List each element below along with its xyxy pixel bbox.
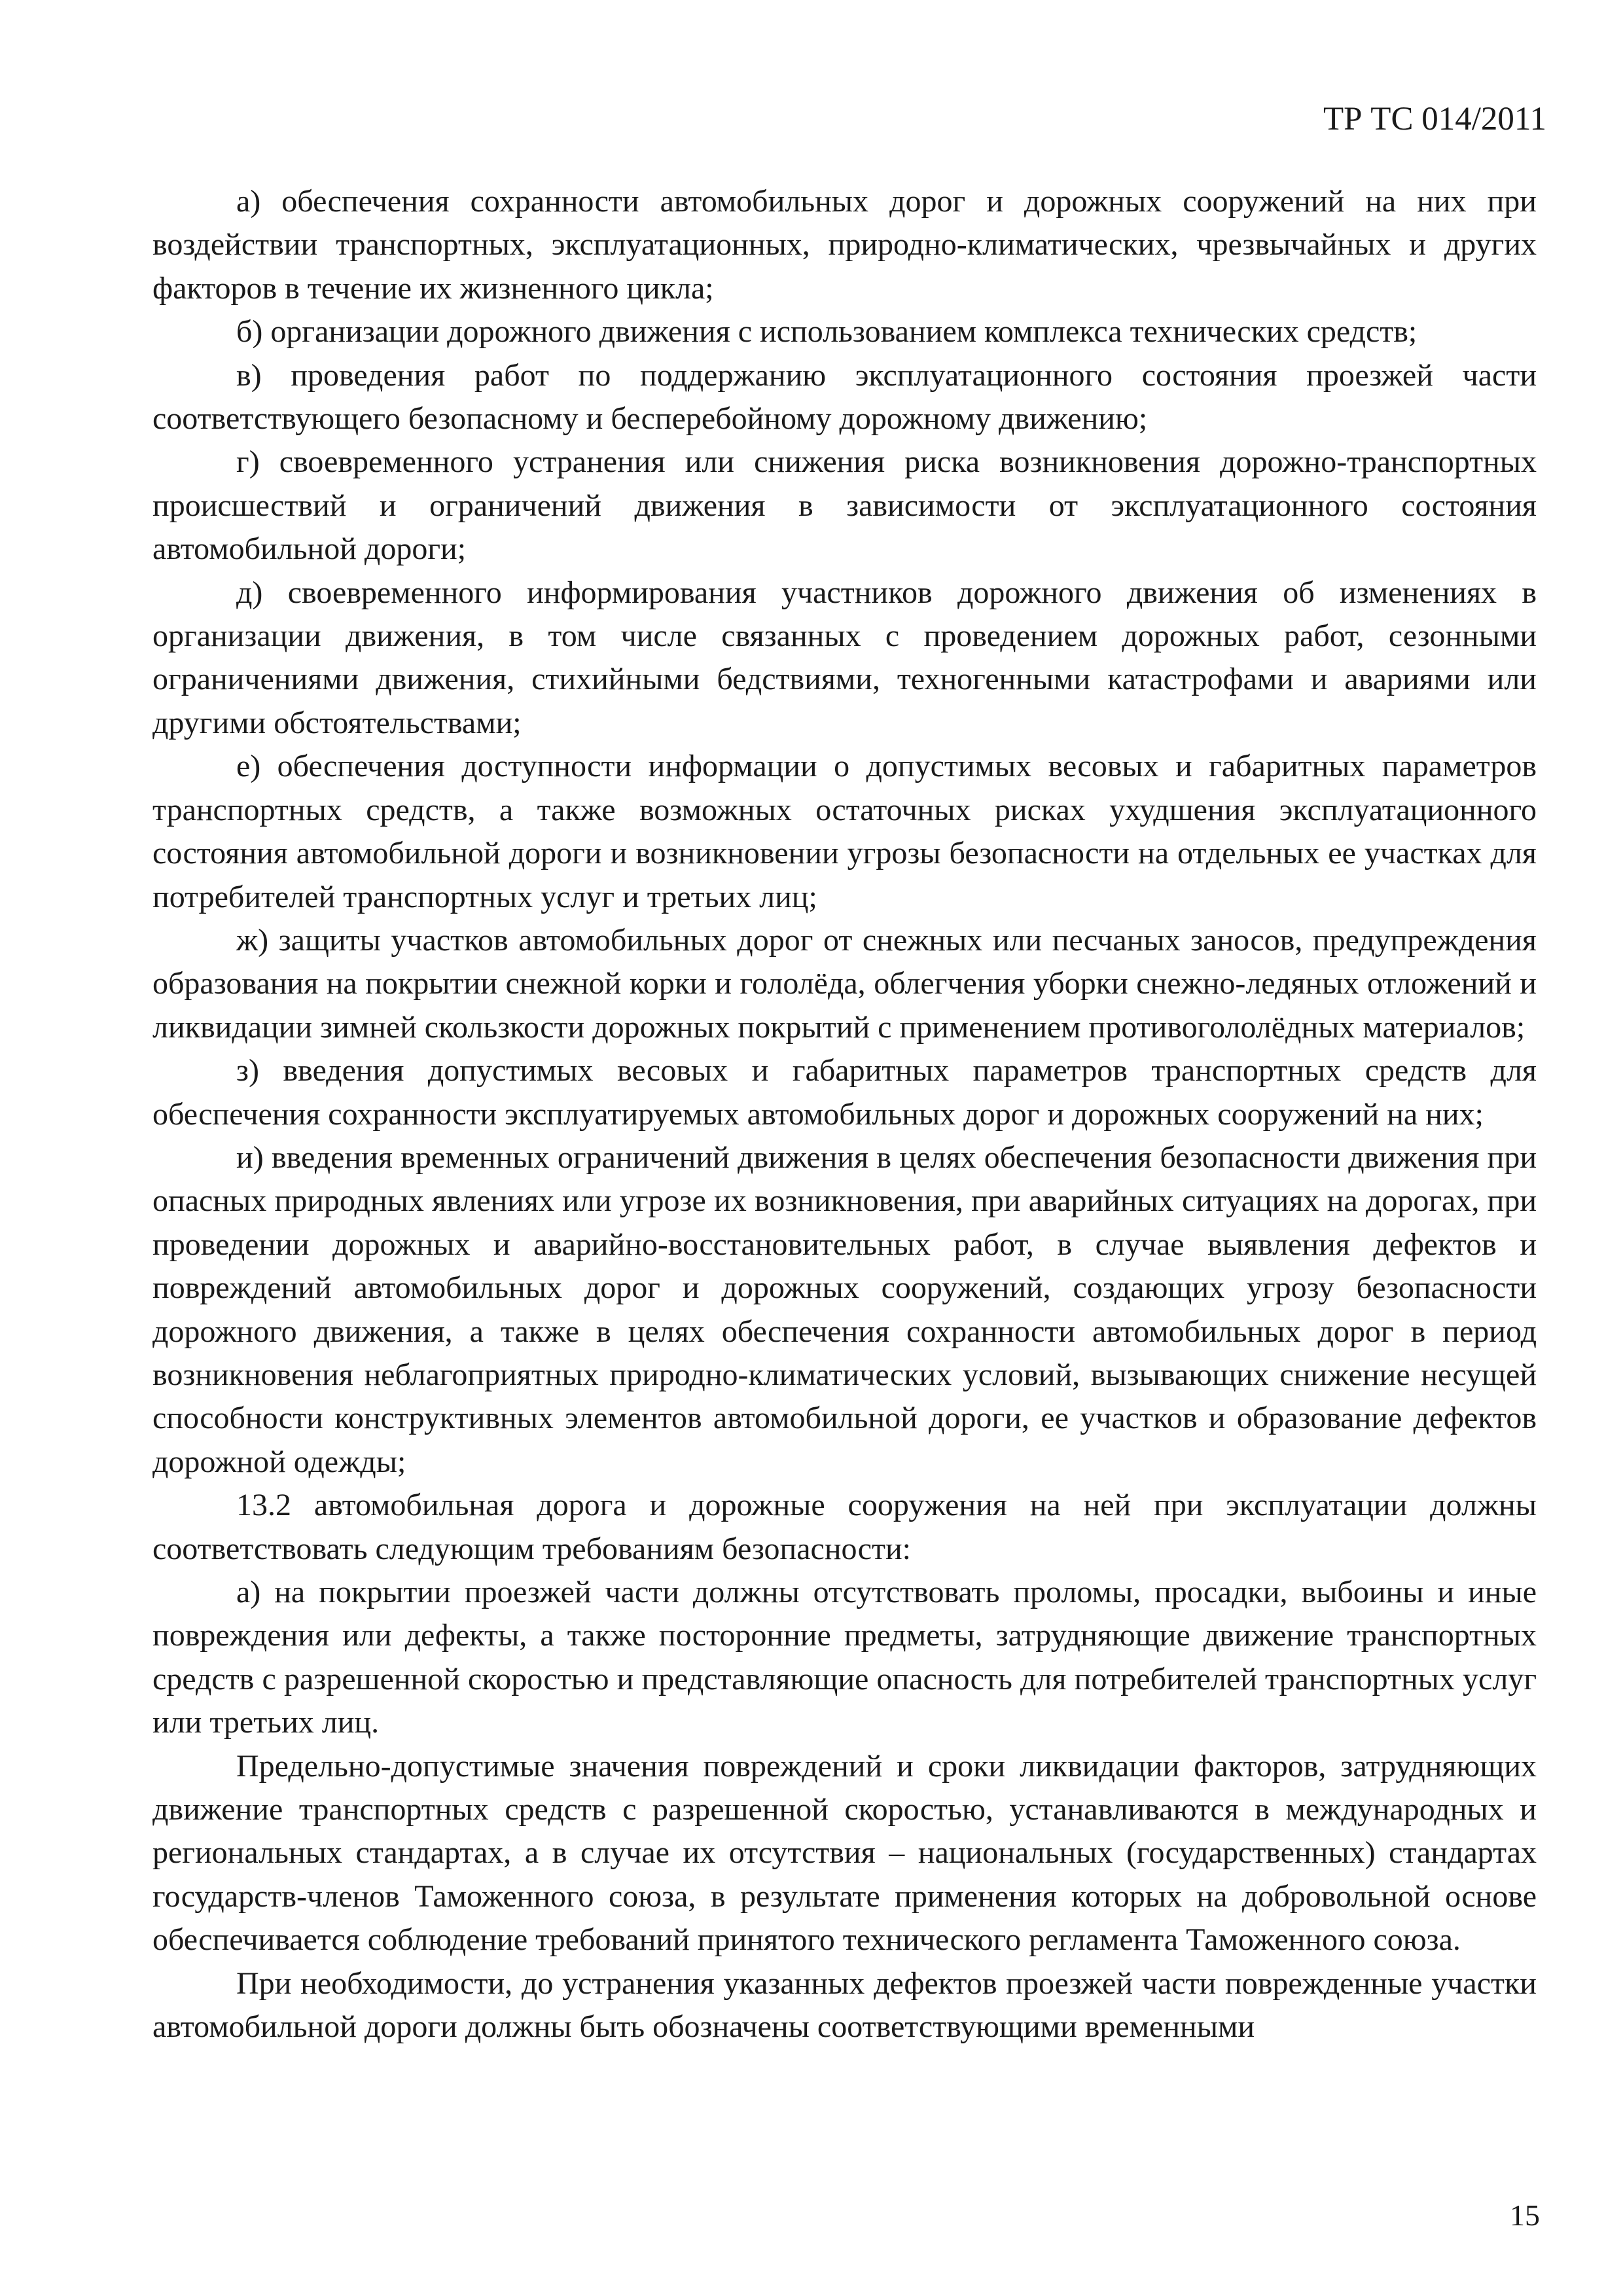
paragraph-item-g-risk-reduction: г) своевременного устранения или снижения риска возникновения дорожно-транспортных происшествий и ограничений движения в зависимости от эксплуатационного состояния автомобильной дороги; [152,444,1537,567]
document-code-header: ТР ТС 014/2011 [1323,101,1546,137]
paragraph-item-i-temporary-restrictions: и) введения временных ограничений движения в целях обеспечения безопасности движения при опасных природных явлениях или угрозе их возникновения, при аварийных ситуациях на дорогах, при проведении дорожных и аварийно-восстановительных работ, в случае выявления дефектов и повреждений автомобильных дорог и дорожных сооружений, создающих угрозу безопасности дорожного движения, а также в целях обеспечения сохранности автомобильных дорог в период возникновения неблагоприятных природно-климатических условий, вызывающих снижение несущей способности конструктивных элементов автомобильной дороги, ее участков и образование дефектов дорожной одежды; [152,1139,1537,1479]
paragraph-section-13-2: 13.2 автомобильная дорога и дорожные сооружения на ней при эксплуатации должны соответствовать следующим требованиям безопасности: [152,1488,1537,1566]
paragraph-item-zh-snow-protection: ж) защиты участков автомобильных дорог от снежных или песчаных заносов, предупреждения образования на покрытии снежной корки и гололёда, облегчения уборки снежно-ледяных отложений и ликвидации зимней скользкости дорожных покрытий с применением противогололёдных материалов; [152,922,1537,1045]
paragraph-damage-limits: Предельно-допустимые значения повреждений и сроки ликвидации факторов, затрудняющих движение транспортных средств с разрешенной скоростью, устанавливаются в международных и региональных стандартах, а в случае их отсутствия – национальных (государственных) стандартах государств-членов Таможенного союза, в результате применения которых на добровольной основе обеспечивается соблюдение требований принятого технического регламента Таможенного союза. [152,1748,1537,1958]
paragraph-marking-damaged-sections: При необходимости, до устранения указанных дефектов проезжей части поврежденные участки автомобильной дороги должны быть обозначены соответствующими временными [152,1965,1537,2045]
paragraph-item-d-informing-participants: д) своевременного информирования участников дорожного движения об изменениях в организации движения, в том числе связанных с проведением дорожных работ, сезонными ограничениями движения, стихийными бедствиями, техногенными катастрофами и авариями или другими обстоятельствами; [152,575,1537,740]
paragraph-item-a-road-preservation: а) обеспечения сохранности автомобильных дорог и дорожных сооружений на них при воздействии транспортных, эксплуатационных, природно-климатических, чрезвычайных и других факторов в течение их жизненного цикла; [152,184,1537,306]
paragraph-item-e-information-availability: е) обеспечения доступности информации о допустимых весовых и габаритных параметров транспортных средств, а также возможных остаточных рисках ухудшения эксплуатационного состояния автомобильной дороги и возникновении угрозы безопасности на отдельных ее участках для потребителей транспортных услуг и третьих лиц; [152,749,1537,914]
paragraph-item-a-pavement-defects: а) на покрытии проезжей части должны отсутствовать проломы, просадки, выбоины и иные повреждения или дефекты, а также посторонние предметы, затрудняющие движение транспортных средств с разрешенной скоростью и представляющие опасность для потребителей транспортных услуг или третьих лиц. [152,1575,1537,1740]
paragraph-item-z-weight-limits: з) введения допустимых весовых и габаритных параметров транспортных средств для обеспечения сохранности эксплуатируемых автомобильных дорог и дорожных сооружений на них; [152,1053,1537,1132]
page-number: 15 [1510,2198,1540,2232]
document-body [152,180,1537,2049]
paragraph-item-v-maintenance-works: в) проведения работ по поддержанию эксплуатационного состояния проезжей части соответствующего безопасному и бесперебойному дорожному движению; [152,357,1537,437]
paragraph-item-b-traffic-organization: б) организации дорожного движения с использованием комплекса технических средств; [236,314,1418,350]
